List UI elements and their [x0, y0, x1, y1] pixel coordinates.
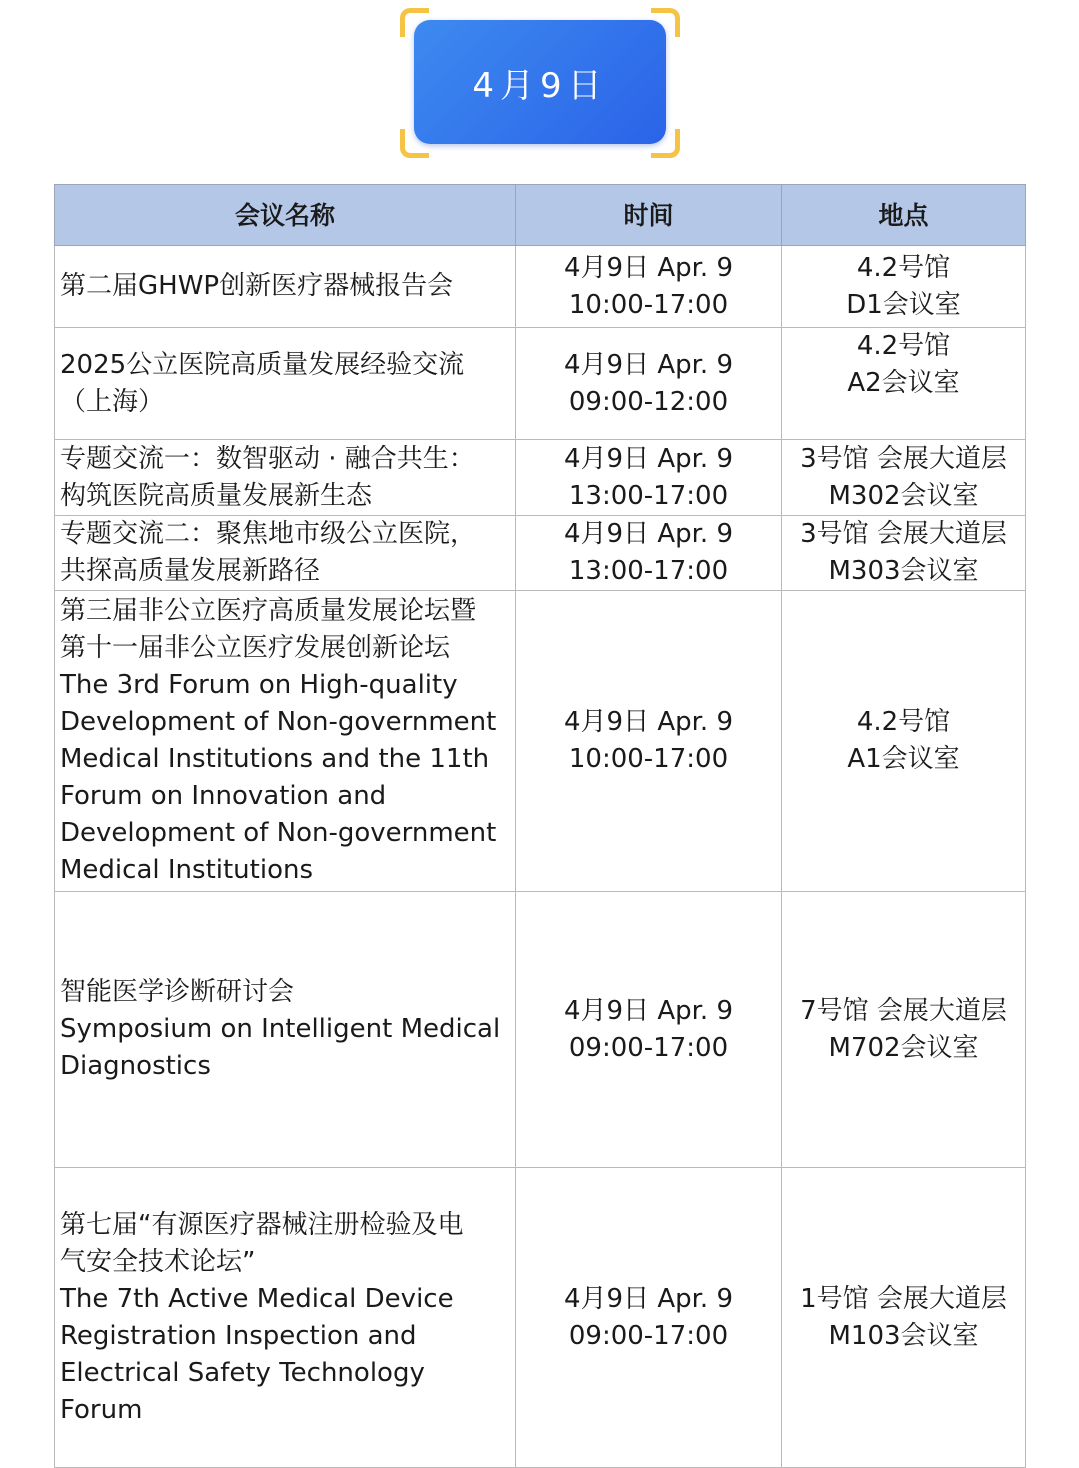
cell-location	[782, 246, 1026, 328]
cell-text-line: A1会议室	[847, 744, 960, 774]
cell-text-line: Symposium on Intelligent Medical	[60, 1014, 501, 1044]
cell-text-line: Forum on Innovation and	[60, 781, 387, 811]
cell-text-line: 智能医学诊断研讨会	[60, 977, 295, 1007]
cell-text-line: 4月9日 Apr. 9	[563, 443, 733, 474]
table-row	[55, 246, 1026, 328]
cell-time	[516, 328, 782, 440]
cell-text-line: M302会议室	[828, 480, 979, 511]
cell-text-line: 4月9日 Apr. 9	[563, 707, 733, 737]
cell-name	[55, 1168, 516, 1468]
cell-text-line: 4月9日 Apr. 9	[563, 519, 733, 549]
cell-time	[516, 892, 782, 1168]
cell-location	[782, 591, 1026, 892]
cell-location	[782, 892, 1026, 1168]
table-row	[55, 591, 1026, 892]
cell-text-line: 专题交流一：数智驱动 · 融合共生：	[60, 443, 475, 474]
table-row	[55, 892, 1026, 1168]
cell-location	[782, 440, 1026, 516]
cell-text-line: 4.2号馆	[856, 707, 951, 737]
cell-text-line: A2会议室	[847, 368, 960, 398]
cell-text-line: 专题交流二：聚焦地市级公立医院，	[60, 519, 477, 549]
cell-text-line: Diagnostics	[60, 1051, 211, 1081]
cell-text-line: （上海）	[60, 386, 165, 417]
cell-text-line: 共探高质量发展新路径	[60, 556, 321, 586]
table-row	[55, 1168, 1026, 1468]
cell-name	[55, 516, 516, 591]
header-location: 地点	[782, 185, 1026, 246]
cell-text-line: 4月9日 Apr. 9	[563, 349, 733, 380]
cell-time	[516, 246, 782, 328]
cell-text-line: 第七届“有源医疗器械注册检验及电	[60, 1209, 464, 1240]
cell-location	[782, 328, 1026, 440]
cell-text-line: M103会议室	[828, 1320, 979, 1351]
cell-name	[55, 328, 516, 440]
cell-text-line: 气安全技术论坛”	[60, 1246, 256, 1277]
header-time: 时间	[516, 185, 782, 246]
cell-text-line: Forum	[60, 1394, 143, 1425]
cell-text-line: The 3rd Forum on High-quality	[60, 670, 458, 700]
cell-text-line: 4月9日 Apr. 9	[563, 995, 733, 1026]
cell-name	[55, 246, 516, 328]
cell-text-line: 09:00-17:00	[568, 1320, 729, 1351]
cell-text-line: 13:00-17:00	[568, 480, 729, 511]
cell-name	[55, 892, 516, 1168]
cell-location	[782, 516, 1026, 591]
cell-text-line: 第十一届非公立医疗发展创新论坛	[60, 633, 451, 663]
cell-text-line: 3号馆 会展大道层	[800, 443, 1007, 474]
cell-text-line: 09:00-12:00	[568, 386, 729, 417]
cell-time	[516, 440, 782, 516]
cell-text-line: 1号馆 会展大道层	[800, 1283, 1007, 1314]
cell-text-line: Medical Institutions	[60, 855, 314, 885]
table-row	[55, 328, 1026, 440]
cell-time	[516, 591, 782, 892]
cell-text-line: 4.2号馆	[856, 331, 951, 361]
date-badge: 4月9日	[414, 20, 666, 144]
cell-text-line: 13:00-17:00	[568, 556, 729, 586]
cell-text-line: 7号馆 会展大道层	[800, 995, 1007, 1026]
cell-text-line: 第三届非公立医疗高质量发展论坛暨	[60, 596, 477, 626]
date-badge-frame	[400, 8, 680, 158]
cell-text-line: M702会议室	[828, 1032, 979, 1063]
cell-location	[782, 1168, 1026, 1468]
cell-text-line: D1会议室	[846, 289, 961, 320]
table-row	[55, 440, 1026, 516]
cell-text-line: 4月9日 Apr. 9	[563, 252, 733, 283]
cell-name	[55, 440, 516, 516]
cell-text-line: Development of Non-government	[60, 707, 497, 737]
table-header-row	[55, 185, 1026, 246]
cell-text-line: 第二届GHWP创新医疗器械报告会	[60, 271, 454, 301]
cell-text-line: 4月9日 Apr. 9	[563, 1283, 733, 1314]
cell-text-line: 09:00-17:00	[568, 1032, 729, 1063]
cell-text-line: 构筑医院高质量发展新生态	[60, 480, 373, 511]
cell-text-line: Medical Institutions and the 11th	[60, 744, 490, 774]
cell-text-line: 10:00-17:00	[568, 744, 729, 774]
cell-text-line: 3号馆 会展大道层	[800, 519, 1007, 549]
cell-text-line: 2025公立医院高质量发展经验交流	[60, 349, 465, 380]
cell-text-line: Registration Inspection and	[60, 1320, 417, 1351]
cell-text-line: Electrical Safety Technology	[60, 1357, 425, 1388]
cell-time	[516, 516, 782, 591]
cell-text-line: 4.2号馆	[856, 252, 951, 283]
cell-text-line: The 7th Active Medical Device	[60, 1283, 454, 1314]
cell-name	[55, 591, 516, 892]
cell-time	[516, 1168, 782, 1468]
cell-text-line: Development of Non-government	[60, 818, 497, 848]
cell-text-line: 10:00-17:00	[568, 289, 729, 320]
table-row	[55, 516, 1026, 591]
conference-schedule-table	[54, 184, 1026, 1468]
cell-text-line: M303会议室	[828, 556, 979, 586]
table-body	[55, 246, 1026, 1468]
header-name: 会议名称	[55, 185, 516, 246]
